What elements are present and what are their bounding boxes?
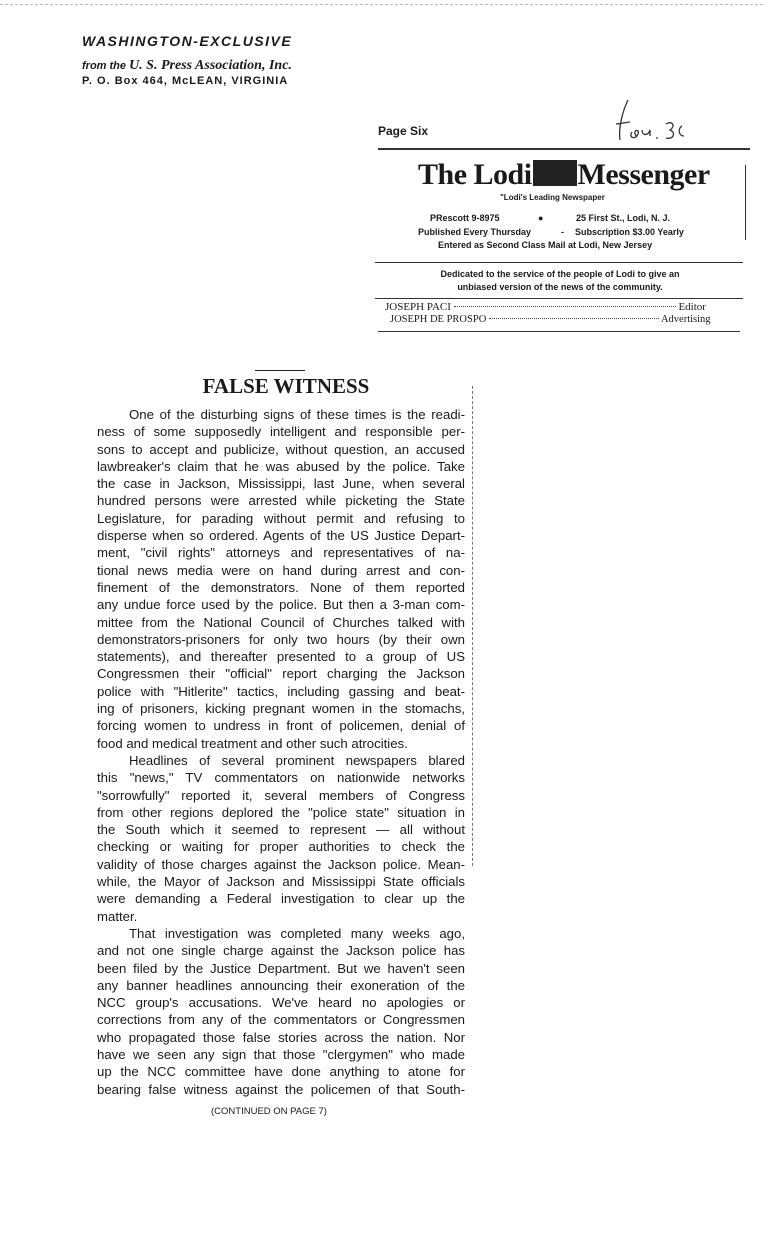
from-label: from the <box>82 60 126 72</box>
article-line: corrections from any of the commentators or Congressmen <box>97 1012 465 1028</box>
article-line: Legislature, for parading without permit and refusing to <box>97 510 465 526</box>
article-line: ness of some supposedly intelligent and responsible per- <box>97 424 465 440</box>
article-line: mittee from the National Council of Churches talked with <box>97 614 465 630</box>
masthead-subscription: Subscription $3.00 Yearly <box>575 227 684 237</box>
masthead-phone: PRescott 9-8975 <box>430 213 500 223</box>
masthead-title-part1: The Lodi <box>418 158 532 191</box>
article-line: checking or waiting for proper authorities to check the <box>97 839 465 855</box>
article-line: matter. <box>97 908 138 924</box>
article-line: the case in Jackson, Mississippi, last June, when several <box>97 476 465 492</box>
masthead-title-part2: Messenger <box>577 158 710 191</box>
bullet-separator: ● <box>538 213 544 223</box>
article-line: ment, "civil rights" attorneys and representatives of na- <box>97 545 465 561</box>
article-line: Congressmen their "official" report charging the Jackson <box>97 666 465 682</box>
column-edge-marks <box>472 386 473 866</box>
article-line: who propagated those false stories across the nation. Nor <box>97 1029 465 1045</box>
article-line: tional news media were on hand during arrest and con- <box>97 562 465 578</box>
article-line: food and medical treatment and other such atrocities. <box>97 735 408 751</box>
wire-service-address: P. O. Box 464, McLEAN, VIRGINIA <box>82 75 289 87</box>
page-number: Page Six <box>378 124 429 138</box>
staff-row-advertising <box>390 314 711 325</box>
article-line: hundred persons were arrested while picketing the State <box>97 493 465 509</box>
article-line: and not one single charge against the Jackson police has <box>97 943 465 959</box>
article-line: ing of prisoners, kicking pregnant women in the stomachs, <box>97 701 465 717</box>
masthead-emblem <box>533 160 577 186</box>
masthead-entered: Entered as Second Class Mail at Lodi, New Jersey <box>438 240 653 250</box>
wire-service-title: WASHINGTON-EXCLUSIVE <box>82 33 293 49</box>
article-line: any banner headlines announcing their exoneration of the <box>97 977 465 993</box>
article-line: forcing women to undress in front of policemen, denial of <box>97 718 465 734</box>
article-line: sons to accept and publicize, without question, an accused <box>97 441 465 457</box>
dedication-line-1: Dedicated to the service of the people of Lodi to give an <box>440 269 680 279</box>
association-name: U. S. Press Association, Inc. <box>129 58 292 73</box>
article-line: up the NCC committee have done anything to atone for <box>97 1064 465 1080</box>
dash-separator: - <box>561 227 564 237</box>
article-line: lawbreaker's claim that he was abused by the police. Take <box>97 458 465 474</box>
article-line: were demanding a Federal investigation to clear up the <box>97 891 465 907</box>
masthead-side-rule <box>745 165 746 240</box>
article-body <box>97 406 465 1098</box>
staff-role: Advertising <box>660 314 711 325</box>
top-dotted-border <box>0 4 763 5</box>
staff-name: JOSEPH PACI <box>385 301 451 313</box>
dedication-bottom-rule <box>375 298 743 299</box>
article-line: bearing false witness against the policemen of that South- <box>97 1081 465 1097</box>
article-line: this "news," TV commentators on nationwide networks <box>97 770 465 786</box>
article-line: any undue force used by the police. But then a 3-man com- <box>97 597 465 613</box>
article-line: have we seen any sign that those "clergymen" who made <box>97 1046 465 1062</box>
handwritten-date <box>610 96 690 146</box>
article-line: demonstrators-prisoners for only two hours (by their own <box>97 631 465 647</box>
article-line: statements), and thereafter presented to a group of US <box>97 649 465 665</box>
article-line: That investigation was completed many weeks ago, <box>129 925 465 941</box>
masthead-subtitle: "Lodi's Leading Newspaper <box>500 193 605 202</box>
article-line: disperse when so ordered. Agents of the US Justice Depart- <box>97 528 465 544</box>
article-line: been filed by the Justice Department. But we haven't seen <box>97 960 465 976</box>
article-line: the South which it seemed to represent — all without <box>97 822 465 838</box>
article-line: police with "Hitlerite" tactics, including gassing and beat- <box>97 683 465 699</box>
article-line: Headlines of several prominent newspapers blared <box>129 752 465 768</box>
dedication <box>395 268 725 294</box>
dedication-line-2: unbiased version of the news of the community. <box>457 282 663 292</box>
article-line: validity of those charges against the Jackson police. Mean- <box>97 856 465 872</box>
article-line: while, the Mayor of Jackson and Mississippi State officials <box>97 874 465 890</box>
article-line: finement of the demonstrators. None of them reported <box>97 579 465 595</box>
article-line: "sorrowfully" reported it, several members of Congress <box>97 787 465 803</box>
staff-row-editor <box>385 301 706 313</box>
masthead-bottom-rule <box>378 331 740 332</box>
staff-name: JOSEPH DE PROSPO <box>390 314 487 325</box>
masthead-address: 25 First St., Lodi, N. J. <box>576 213 671 223</box>
continued-note: (CONTINUED ON PAGE 7) <box>211 1106 327 1117</box>
article-line: One of the disturbing signs of these times is the readi- <box>129 407 465 422</box>
wire-service-from <box>82 58 292 74</box>
title-bar <box>255 370 305 371</box>
masthead-published: Published Every Thursday <box>418 227 532 237</box>
masthead-title <box>418 158 710 192</box>
article-line: NCC group's accusations. We've heard no apologies or <box>97 995 465 1011</box>
dedication-top-rule <box>375 262 743 263</box>
article-line: from other regions deplored the "police state" situation in <box>97 804 465 820</box>
masthead-top-rule <box>378 148 750 150</box>
staff-role: Editor <box>678 301 706 313</box>
article-title: FALSE WITNESS <box>202 374 370 398</box>
